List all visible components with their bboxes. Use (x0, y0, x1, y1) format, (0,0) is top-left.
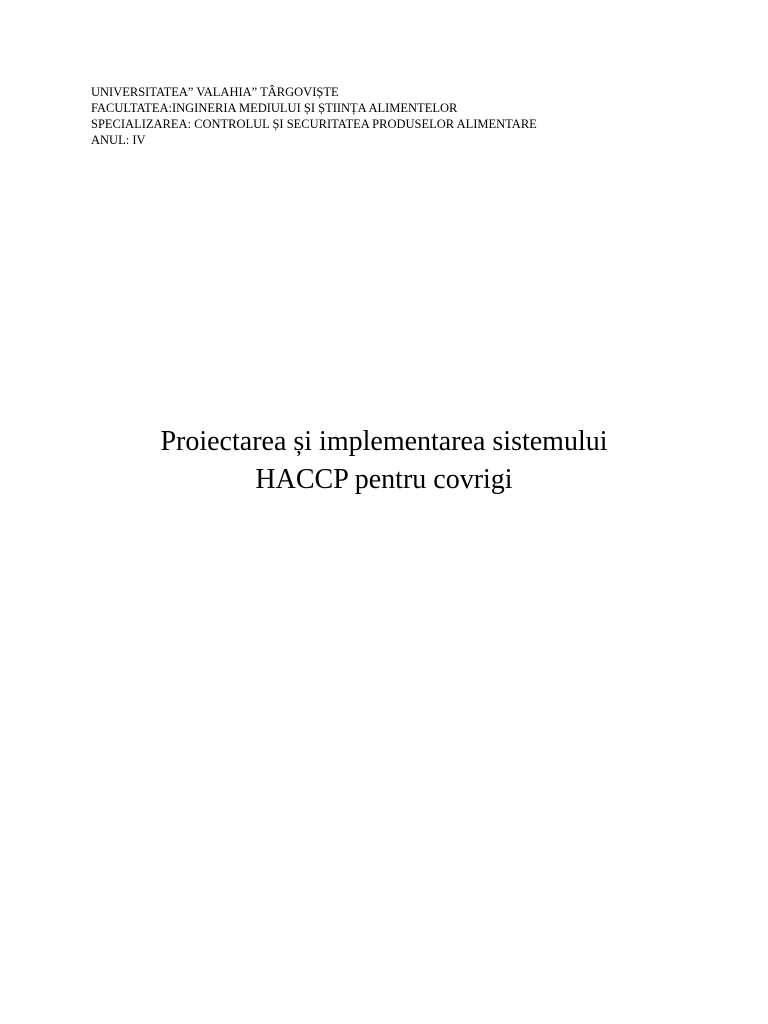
university-name: UNIVERSITATEA” VALAHIA” TÂRGOVIȘTE (91, 85, 339, 99)
document-title (0, 423, 768, 499)
institution-header (91, 84, 731, 148)
title-line-1: Proiectarea și implementarea sistemului (160, 426, 608, 457)
faculty-name: FACULTATEA:INGINERIA MEDIULUI ȘI ȘTIINȚA ALIMENTELOR (91, 101, 458, 115)
specialization-name: SPECIALIZAREA: CONTROLUL ȘI SECURITATEA PRODUSELOR ALIMENTARE (91, 117, 537, 131)
study-year: ANUL: IV (91, 133, 146, 147)
title-line-2: HACCP pentru covrigi (255, 464, 513, 495)
